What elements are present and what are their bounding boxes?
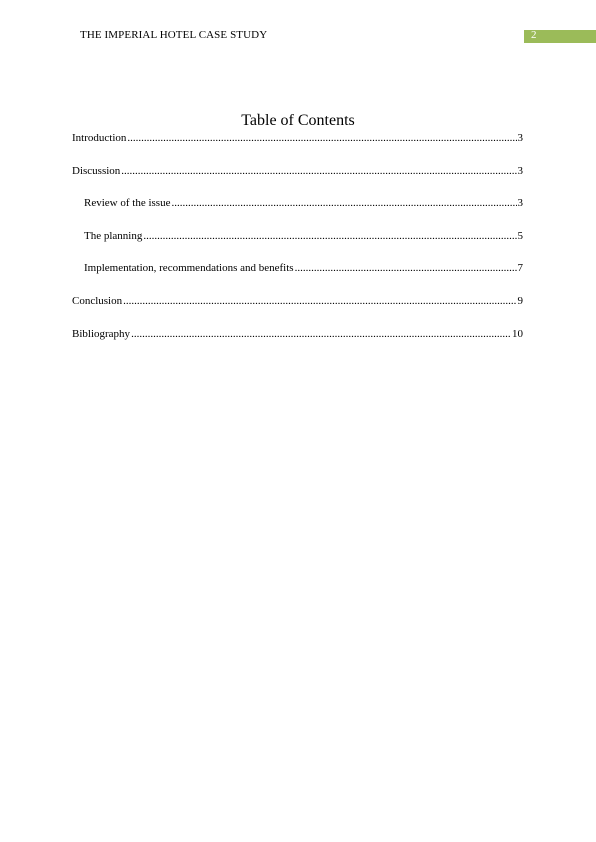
toc-entry-page: 3 [517, 132, 523, 144]
toc-dot-leader [143, 229, 516, 243]
toc-entry-review-of-the-issue[interactable] [84, 196, 523, 210]
toc-entry-label: Review of the issue [84, 197, 171, 209]
toc-dot-leader [127, 131, 516, 145]
toc-entry-conclusion[interactable] [72, 294, 523, 308]
toc-entry-label: Introduction [72, 132, 127, 144]
running-header-title: THE IMPERIAL HOTEL CASE STUDY [80, 29, 268, 41]
page-number-badge [524, 30, 596, 43]
toc-entry-introduction[interactable] [72, 131, 523, 145]
toc-entry-page: 3 [517, 165, 523, 177]
toc-entry-label: Bibliography [72, 328, 131, 340]
toc-entry-label: Discussion [72, 165, 121, 177]
toc-heading: Table of Contents [241, 112, 355, 129]
toc-entry-the-planning[interactable] [84, 229, 523, 243]
toc-entry-page: 7 [517, 262, 523, 274]
toc-dot-leader [123, 294, 516, 308]
toc-entry-page: 10 [512, 328, 523, 340]
toc-entry-label: The planning [84, 230, 143, 242]
toc-entry-label: Conclusion [72, 295, 123, 307]
toc-entry-discussion[interactable] [72, 164, 523, 178]
toc-entry-page: 3 [517, 197, 523, 209]
toc-dot-leader [295, 261, 517, 275]
toc-entry-implementation[interactable] [84, 261, 523, 275]
toc-entry-page: 9 [517, 295, 523, 307]
toc-entry-label: Implementation, recommendations and benefits [84, 262, 294, 274]
toc-dot-leader [121, 164, 516, 178]
toc-entry-page: 5 [517, 230, 523, 242]
toc-dot-leader [131, 327, 511, 341]
toc-entry-bibliography[interactable] [72, 327, 523, 341]
toc-dot-leader [171, 196, 516, 210]
page-number: 2 [531, 29, 537, 41]
